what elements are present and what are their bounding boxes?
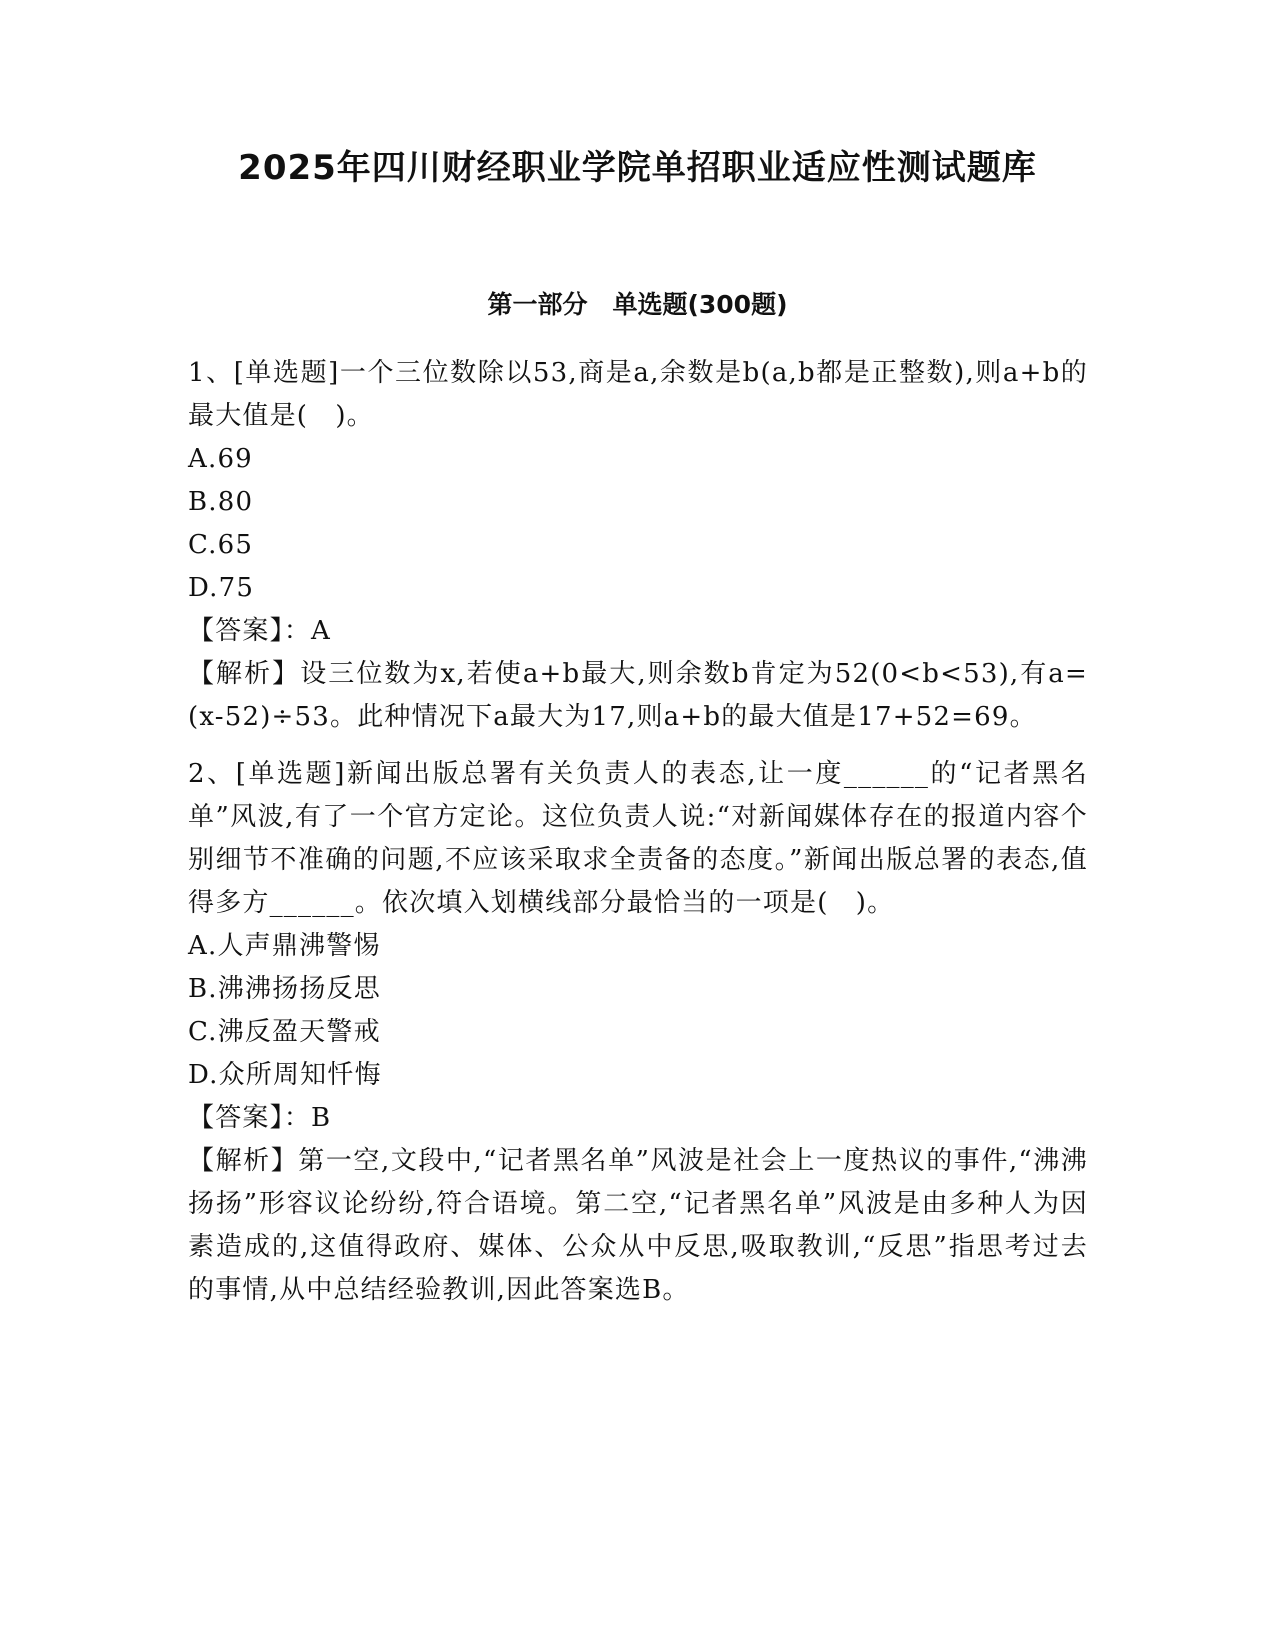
question-2 [188, 753, 1088, 1312]
answer-value: ：B [283, 1103, 332, 1133]
analysis-label: 【解析】 [188, 1146, 299, 1176]
option-c: C.沸反盈天警戒 [188, 1017, 381, 1047]
option-c: C.65 [188, 530, 254, 560]
analysis-text: 第一空,文段中,“记者黑名单”风波是社会上一度热议的事件,“沸沸扬扬”形容议论纷纷,符合语境。第二空,“记者黑名单”风波是由多种人为因素造成的,这值得政府、媒体、公众从中反思,吸取教训,“反思”指思考过去的事情,从中总结经验教训,因此答案选B。 [188, 1146, 1088, 1305]
analysis-paragraph [188, 1140, 1088, 1312]
answer-label: 【答案】 [188, 1103, 284, 1133]
question-1 [188, 352, 1088, 739]
option-b: B.80 [188, 487, 254, 517]
analysis-label: 【解析】 [188, 659, 301, 689]
question-list [188, 352, 1088, 1312]
option-a: A.69 [188, 444, 253, 474]
option-d: D.75 [188, 573, 255, 603]
analysis-text: 设三位数为x,若使a+b最大,则余数b肯定为52(0<b<53),有a=(x-52)÷53。此种情况下a最大为17,则a+b的最大值是17+52=69。 [188, 659, 1088, 732]
document-title: 2025年四川财经职业学院单招职业适应性测试题库 [238, 148, 1037, 188]
option-a: A.人声鼎沸警惕 [188, 931, 381, 961]
option-d: D.众所周知忏悔 [188, 1060, 382, 1090]
answer-line [188, 1097, 1088, 1140]
question-stem: 2、[单选题]新闻出版总署有关负责人的表态,让一度______的“记者黑名单”风波,有了一个官方定论。这位负责人说:“对新闻媒体存在的报道内容个别细节不准确的问题,不应该采取求全责备的态度。”新闻出版总署的表态,值得多方______。依次填入划横线部分最恰当的一项是( )。 [188, 759, 1088, 918]
analysis-paragraph [188, 653, 1088, 739]
option-b: B.沸沸扬扬反思 [188, 974, 381, 1004]
question-stem: 1、[单选题]一个三位数除以53,商是a,余数是b(a,b都是正整数),则a+b的最大值是( )。 [188, 358, 1088, 431]
answer-line [188, 610, 1088, 653]
answer-label: 【答案】 [188, 616, 284, 646]
section-title: 第一部分 单选题(300题) [487, 290, 788, 319]
answer-value: ：A [283, 616, 331, 646]
